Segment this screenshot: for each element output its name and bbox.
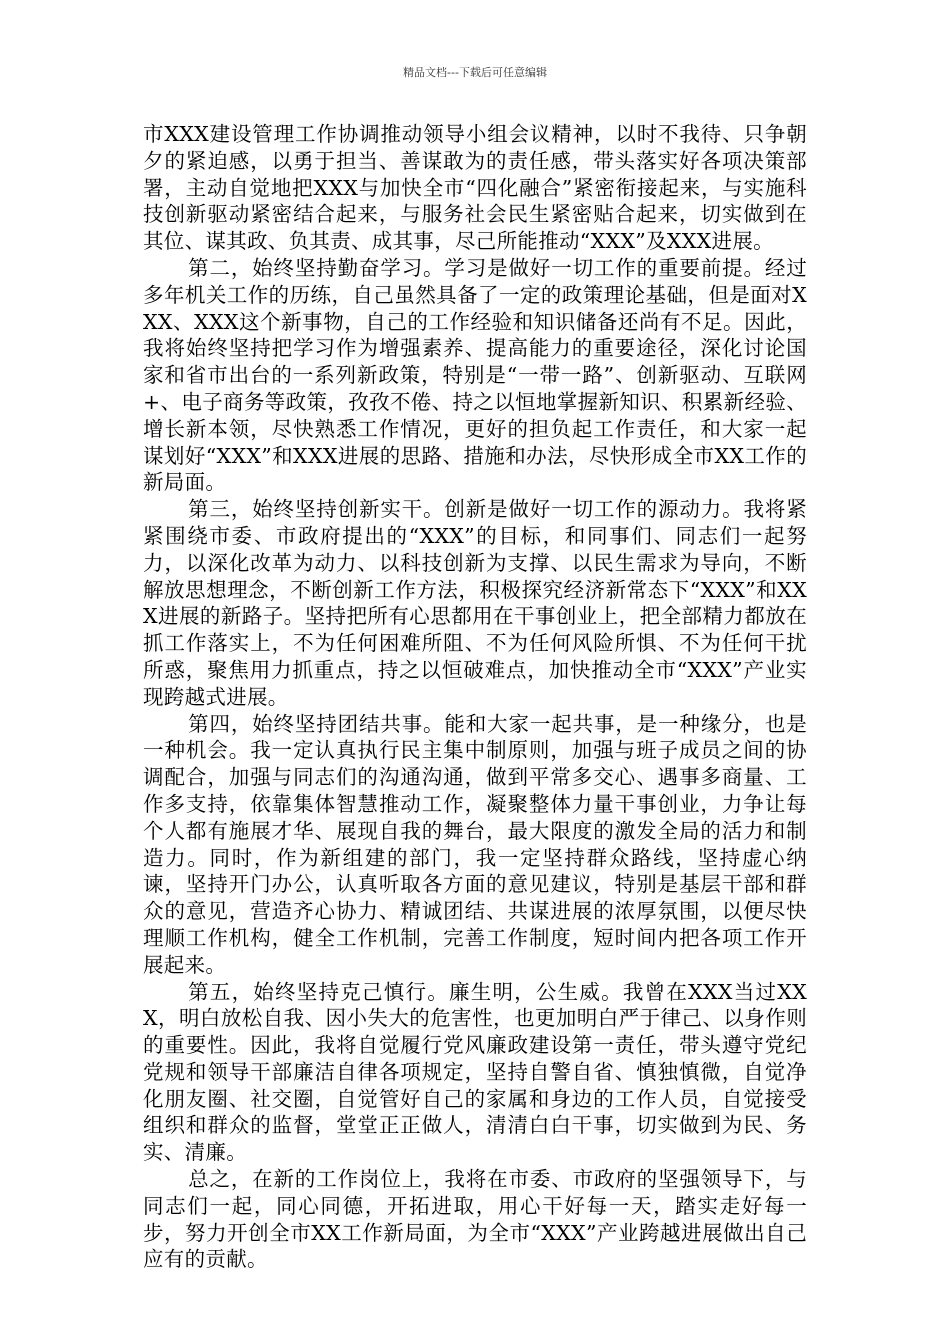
page-header: 精品文档---下载后可任意编辑 [403, 66, 547, 79]
paragraph-study: 第二，始终坚持勤奋学习。学习是做好一切工作的重要前提。经过多年机关工作的历练，自己虽然具备了一定的政策理论基础，但是面对XXX、XXX这个新事物，自己的工作经验和知识储备还尚有不足。因此，我将始终坚持把学习作为增强素养、提高能力的重要途径，深化讨论国家和省市出台的一系列新政策，特别是“一带一路”、创新驱动、互联网+、电子商务等政策，孜孜不倦、持之以恒地掌握新知识、积累新经验、增长新本领，尽快熟悉工作情况，更好的担负起工作责任，和大家一起谋划好“XXX”和XXX进展的思路、措施和办法，尽快形成全市XX工作的新局面。 [143, 255, 807, 495]
paragraph-continuation: 市XXX建设管理工作协调推动领导小组会议精神，以时不我待、只争朝夕的紧迫感，以勇于担当、善谋敢为的责任感，带头落实好各项决策部署，主动自觉地把XXX与加快全市“四化融合”紧密衔接起来，与实施科技创新驱动紧密结合起来，与服务社会民生紧密贴合起来，切实做到在其位、谋其政、负其责、成其事，尽己所能推动“XXX”及XXX进展。 [143, 122, 807, 254]
paragraph-unity: 第四，始终坚持团结共事。能和大家一起共事，是一种缘分，也是一种机会。我一定认真执行民主集中制原则，加强与班子成员之间的协调配合，加强与同志们的沟通沟通，做到平常多交心、遇事多商量、工作多支持，依靠集体智慧推动工作，凝聚整体力量干事创业，力争让每个人都有施展才华、展现自我的舞台，最大限度的激发全局的活力和制造力。同时，作为新组建的部门，我一定坚持群众路线，坚持虚心纳谏，坚持开门办公，认真听取各方面的意见建议，特别是基层干部和群众的意见，营造齐心协力、精诚团结、共谋进展的浓厚氛围，以便尽快理顺工作机构，健全工作机制，完善工作制度，短时间内把各项工作开展起来。 [143, 711, 807, 977]
document-body [143, 121, 807, 1273]
paragraph-conclusion: 总之，在新的工作岗位上，我将在市委、市政府的坚强领导下，与同志们一起，同心同德，开拓进取，用心干好每一天，踏实走好每一步，努力开创全市XX工作新局面，为全市“XXX”产业跨越进展做出自己应有的贡献。 [143, 1167, 807, 1272]
paragraph-integrity: 第五，始终坚持克己慎行。廉生明，公生威。我曾在XXX当过XXX，明白放松自我、因小失大的危害性，也更加明白严于律己、以身作则的重要性。因此，我将自觉履行党风廉政建设第一责任，带头遵守党纪党规和领导干部廉洁自律各项规定，坚持自警自省、慎独慎微，自觉净化朋友圈、社交圈，自觉管好自己的家属和身边的工作人员，自觉接受组织和群众的监督，堂堂正正做人，清清白白干事，切实做到为民、务实、清廉。 [143, 979, 807, 1165]
paragraph-innovation: 第三，始终坚持创新实干。创新是做好一切工作的源动力。我将紧紧围绕市委、市政府提出的“XXX”的目标，和同事们、同志们一起努力，以深化改革为动力、以科技创新为支撑、以民生需求为导向，不断解放思想理念，不断创新工作方法，积极探究经济新常态下“XXX”和XXX进展的新路子。坚持把所有心思都用在干事创业上，把全部精力都放在抓工作落实上，不为任何困难所阻、不为任何风险所惧、不为任何干扰所惑，聚焦用力抓重点，持之以恒破难点，加快推动全市“XXX”产业实现跨越式进展。 [143, 497, 807, 709]
